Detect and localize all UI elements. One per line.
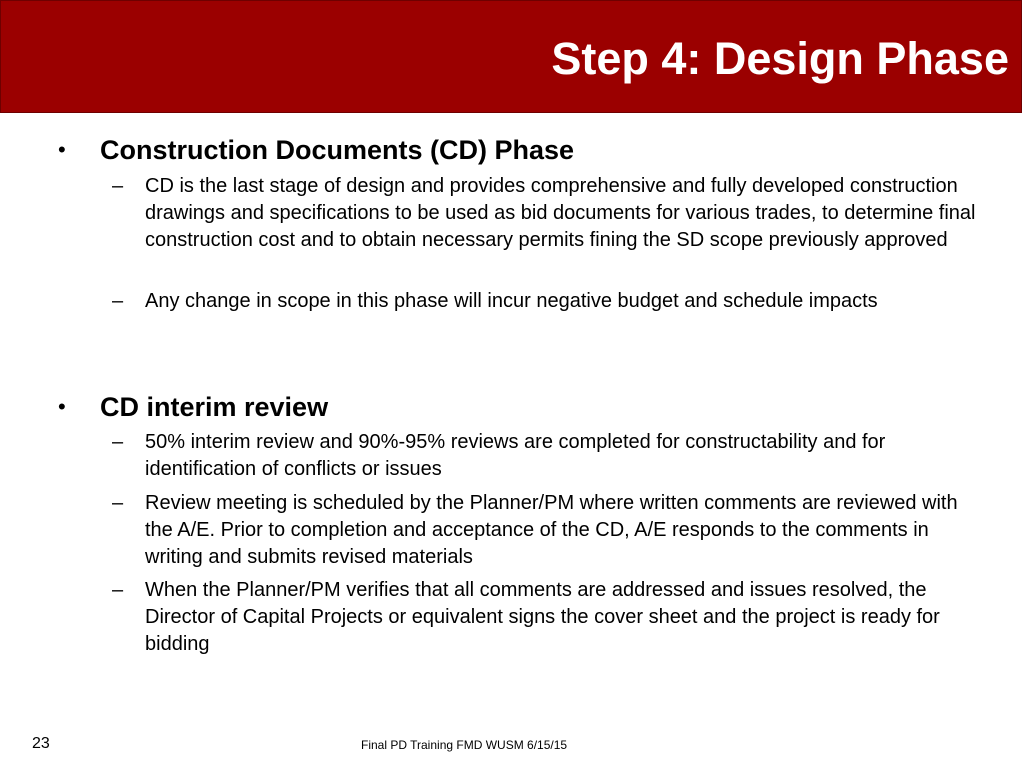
dash-marker: – — [112, 492, 124, 514]
title-bar — [0, 0, 1022, 113]
sub-item: CD is the last stage of design and provides comprehensive and fully developed construction drawings and specifications to be used as bid documents for various trades, to determine final construction cost and to obtain necessary permits fining the SD scope previously approved — [145, 175, 976, 251]
dash-marker: – — [112, 290, 124, 312]
bullet-marker: • — [58, 137, 66, 162]
dash-marker: – — [112, 175, 124, 197]
dash-marker: – — [112, 579, 124, 601]
slide-title: Step 4: Design Phase — [551, 33, 1009, 84]
footer-text: Final PD Training FMD WUSM 6/15/15 — [361, 738, 568, 752]
sub-item: Review meeting is scheduled by the Planner/PM where written comments are reviewed with the A/E. Prior to completion and acceptance of the CD, A/E responds to the comments in writing and submits revised materials — [145, 492, 958, 568]
sub-item: 50% interim review and 90%-95% reviews are completed for constructability and for identification of conflicts or issues — [145, 431, 886, 480]
bullet-marker: • — [58, 394, 66, 419]
page-number: 23 — [32, 735, 50, 752]
section-heading-cd-interim-review: CD interim review — [100, 392, 329, 422]
dash-marker: – — [112, 431, 124, 453]
section-heading-cd-phase: Construction Documents (CD) Phase — [100, 135, 575, 165]
sub-item: Any change in scope in this phase will incur negative budget and schedule impacts — [145, 290, 878, 312]
sub-item: When the Planner/PM verifies that all comments are addressed and issues resolved, the Director of Capital Projects or equivalent signs the cover sheet and the project is ready for bidding — [145, 579, 940, 655]
